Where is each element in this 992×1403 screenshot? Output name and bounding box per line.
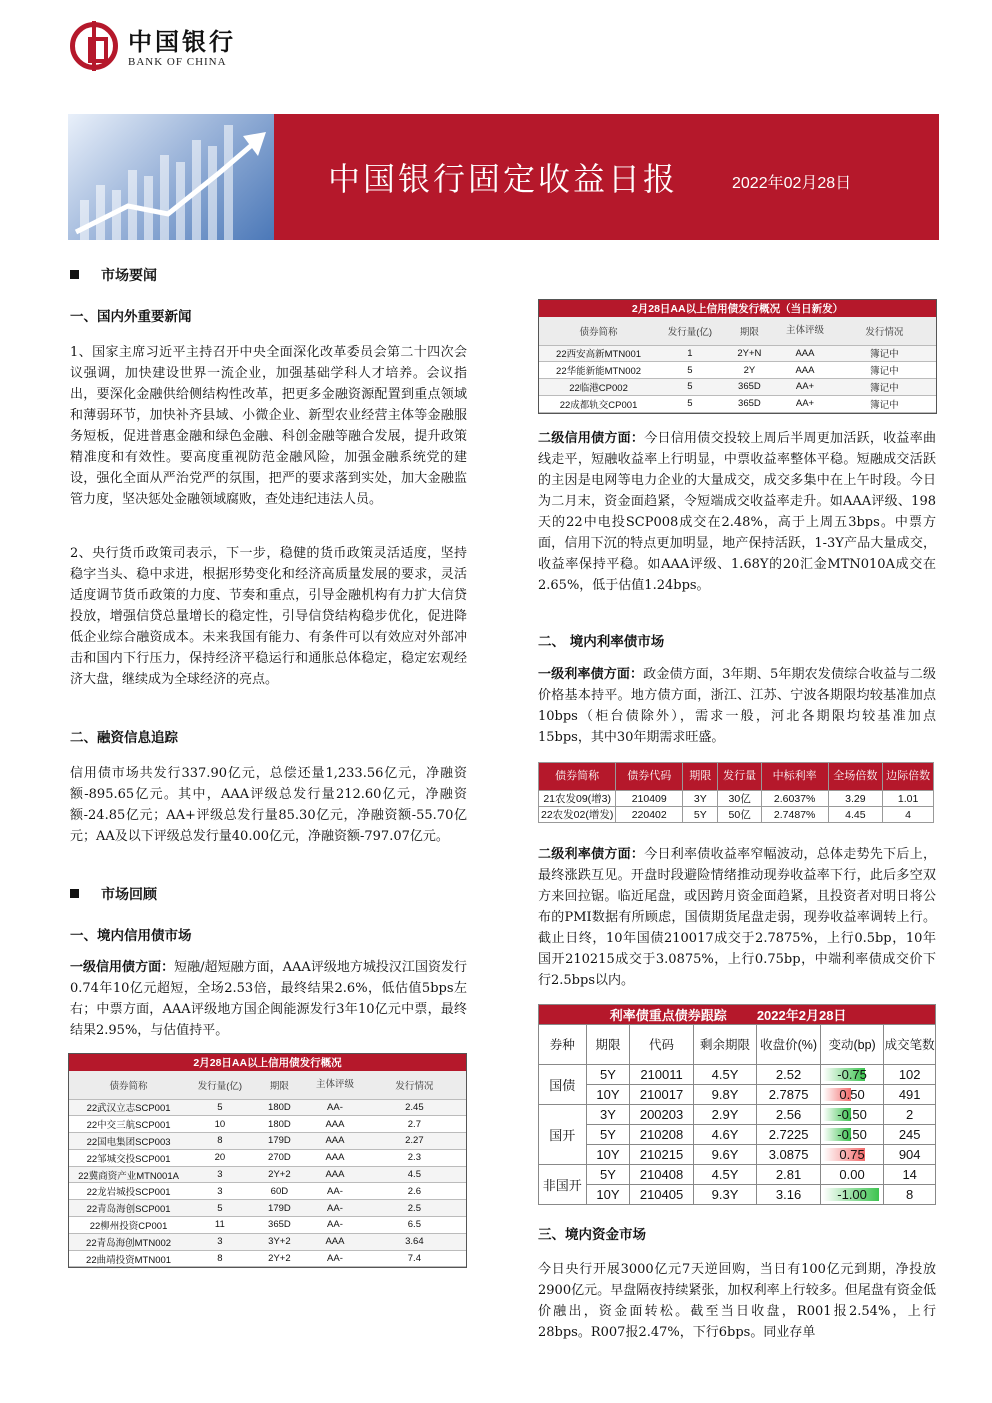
table-row xyxy=(539,1065,936,1085)
news-item-1: 1、国家主席习近平主持召开中央全面深化改革委员会第二十四次会议强调，加快建设世界一流企业，加强基础学科人才培养。会议指出，要深化金融供给侧结构性改革，把更多金融资源配置到重点领域和薄弱环节，加快补齐县域、小微企业、新型农业经营主体等金融服务短板，促进普惠金融和绿色金融、科创金融等融合发展，提升政策精准度和有效性。要高度重视防范金融风险，加强金融系统党的建设，强化全面从严治党严的氛围，把严的要求落到实处，加大金融监管力度，坚决惩处金融领域腐败，查处违纪违法人员。 xyxy=(70,345,467,507)
table-cell: 8 xyxy=(188,1133,252,1150)
bp-change-cell: -0.50 xyxy=(820,1105,884,1125)
subsection-money-market: 三、境内资金市场 xyxy=(538,1227,646,1243)
table-row xyxy=(69,1166,466,1183)
news-item-2: 2、央行货币政策司表示，下一步，稳健的货币政策灵活适度，坚持稳字当头、稳中求进，根据形势变化和经济高质量发展的要求，灵活适度调节货币政策的力度、节奏和重点，引导金融机构有力扩大信贷投放，增强信贷总量增长的稳定性，引导信贷结构稳步优化，促进降低企业综合融资成本。未来我国有能力、有条件可以有效应对外部冲击和国内下行压力，保持经济平稳运行和通胀总体稳定，稳定宏观经济大盘，继续成为全球经济的亮点。 xyxy=(70,546,467,687)
table-row xyxy=(69,1116,466,1133)
table-cell: AA+ xyxy=(777,395,833,412)
table-cell: 2.9Y xyxy=(693,1105,757,1125)
table-cell: 60D xyxy=(252,1183,308,1200)
table-cell: 2.45 xyxy=(363,1099,466,1116)
table-cell: 179D xyxy=(252,1200,308,1217)
table-cell: 3.29 xyxy=(828,791,883,807)
table-cell: 3.16 xyxy=(757,1185,821,1205)
table-cell: 8 xyxy=(188,1250,252,1267)
table-cell: 22青岛海创MTN002 xyxy=(69,1233,188,1250)
report-title: 中国银行固定收益日报 xyxy=(328,160,679,198)
table-cell: 210215 xyxy=(630,1145,694,1165)
table-cell: 7.4 xyxy=(363,1250,466,1267)
table-cell: 365D xyxy=(722,379,778,396)
table-cell: 220402 xyxy=(616,807,683,823)
table-caption: 2月28日AA以上信用债发行概况（当日新发） xyxy=(539,300,936,317)
table-cell: AA- xyxy=(307,1183,363,1200)
table-cell: 3Y+2 xyxy=(252,1233,308,1250)
table-cell: 5 xyxy=(658,362,722,379)
bond-type-cell: 国债 xyxy=(539,1065,587,1105)
table-caption-date: 2022年2月28日 xyxy=(757,1005,936,1025)
table-row xyxy=(539,807,934,823)
primary-rate-text: 一级利率债方面：政金债方面，3年期、5年期农发债综合收益与二级价格基本持平。地方债方面，浙江、江苏、宁波各期限均较基准加点10bps（柜台债除外），需求一般，河北各期限均较基准加点15bps，其中30年期需求旺盛。 xyxy=(538,667,936,745)
bond-type-cell: 国开 xyxy=(539,1105,587,1165)
table-cell: 365D xyxy=(722,395,778,412)
bp-change-cell: -0.75 xyxy=(820,1065,884,1085)
table-row xyxy=(69,1099,466,1116)
table-cell: 3.0875 xyxy=(757,1145,821,1165)
table-cell: 200203 xyxy=(630,1105,694,1125)
bond-type-cell: 非国开 xyxy=(539,1165,587,1205)
secondary-rate-label: 二级利率债方面： xyxy=(538,847,645,862)
table-cell: AAA xyxy=(777,345,833,362)
table-cell: AAA xyxy=(307,1233,363,1250)
table-cell: 14 xyxy=(884,1165,936,1185)
table-cell: 2.81 xyxy=(757,1165,821,1185)
table-row xyxy=(69,1217,466,1234)
credit-issue-table xyxy=(68,1053,467,1268)
table-cell: 簿记中 xyxy=(833,362,936,379)
table-cell: 2.27 xyxy=(363,1133,466,1150)
subsection-financing: 二、融资信息追踪 xyxy=(70,730,178,746)
table-row xyxy=(539,1165,936,1185)
table-cell: 2Y+2 xyxy=(252,1166,308,1183)
secondary-rate-text: 二级利率债方面：今日利率债收益率窄幅波动，总体走势先下后上，最终涨跌互见。开盘时段避险情绪推动现券收益率下行，此后多空双方来回拉锯。临近尾盘，或因跨月资金面趋紧，且投资者对明日将公布的PMI数据有所顾虑，国债期货尾盘走弱，现券收益率调转上行。截止日终，10年国债210017成交于2.7875%，上行0.5bp，10年国开210215成交于3.0875%，上行0.75bp，中端利率债成交价下行2.5bps以内。 xyxy=(538,847,936,988)
table-row xyxy=(69,1149,466,1166)
table-row xyxy=(539,1085,936,1105)
table-cell: 2Y xyxy=(722,362,778,379)
table-cell: 210017 xyxy=(630,1085,694,1105)
table-cell: 22龙岩城投SCP001 xyxy=(69,1183,188,1200)
table-cell: 5 xyxy=(658,379,722,396)
table-header-row: 债券简称 债券代码 期限 发行量 中标利率 全场倍数 边际倍数 xyxy=(539,763,934,791)
table-cell: 4.5Y xyxy=(693,1165,757,1185)
table-cell: 22成都轨交CP001 xyxy=(539,395,658,412)
table-cell: 179D xyxy=(252,1133,308,1150)
table-cell: 3 xyxy=(188,1233,252,1250)
table-cell: 2.7225 xyxy=(757,1125,821,1145)
table-row xyxy=(69,1250,466,1267)
table-cell: 210208 xyxy=(630,1125,694,1145)
bullet-square-icon xyxy=(70,270,79,279)
table-cell: 10 xyxy=(188,1116,252,1133)
rate-bond-tracking-table xyxy=(538,1004,936,1205)
table-caption: 利率债重点债券跟踪 xyxy=(539,1005,757,1025)
table-cell: 2.3 xyxy=(363,1149,466,1166)
table-cell: 2.52 xyxy=(757,1065,821,1085)
table-cell: 2Y+N xyxy=(722,345,778,362)
table-cell: 270D xyxy=(252,1149,308,1166)
table-cell: 3Y xyxy=(586,1105,630,1125)
table-cell: AA- xyxy=(307,1099,363,1116)
table-cell: AA+ xyxy=(777,379,833,396)
primary-rate-label: 一级利率债方面： xyxy=(538,667,644,682)
table-cell: 2.7487% xyxy=(761,807,828,823)
table-cell: AAA xyxy=(777,362,833,379)
table-cell: 9.6Y xyxy=(693,1145,757,1165)
table-cell: 10Y xyxy=(586,1085,630,1105)
table-cell: 5 xyxy=(658,395,722,412)
primary-credit-label: 一级信用债方面： xyxy=(70,960,175,975)
table-cell: 22农发02(增发) xyxy=(539,807,616,823)
table-cell: 4.6Y xyxy=(693,1125,757,1145)
subsection-news: 一、国内外重要新闻 xyxy=(70,309,192,325)
table-cell: 4 xyxy=(883,807,934,823)
credit-new-issue-table xyxy=(538,299,937,414)
rate-issue-table xyxy=(538,762,934,823)
table-row xyxy=(539,379,936,396)
subsection-credit-market: 一、境内信用债市场 xyxy=(70,928,192,944)
table-cell: 5 xyxy=(188,1099,252,1116)
table-cell: 3 xyxy=(188,1183,252,1200)
title-banner xyxy=(68,114,939,240)
primary-credit-text: 一级信用债方面：短融/超短融方面，AAA评级地方城投汉江国资发行0.74年10亿元超短，全场2.53倍，最终结果2.6%，低估值5bps左右；中票方面，AAA评级地方国企闽能源发行3年10亿元中票，最终结果2.95%，与估值持平。 xyxy=(70,960,467,1038)
table-cell: 2.6 xyxy=(363,1183,466,1200)
table-cell: 11 xyxy=(188,1217,252,1234)
table-cell: 22武汉立志SCP001 xyxy=(69,1099,188,1116)
bullet-square-icon xyxy=(70,889,79,898)
bp-change-cell: -1.00 xyxy=(820,1185,884,1205)
table-cell: 22临港CP002 xyxy=(539,379,658,396)
table-cell: 3.64 xyxy=(363,1233,466,1250)
table-cell: 2.7875 xyxy=(757,1085,821,1105)
table-cell: 210011 xyxy=(630,1065,694,1085)
table-row xyxy=(69,1233,466,1250)
table-cell: 2.7 xyxy=(363,1116,466,1133)
table-cell: 22华能新能MTN002 xyxy=(539,362,658,379)
table-cell: 9.8Y xyxy=(693,1085,757,1105)
table-cell: 8 xyxy=(884,1185,936,1205)
table-cell: 5Y xyxy=(586,1065,630,1085)
table-cell: 20 xyxy=(188,1149,252,1166)
table-cell: 4.5Y xyxy=(693,1065,757,1085)
table-cell: AA- xyxy=(307,1200,363,1217)
bank-name-en: BANK OF CHINA xyxy=(128,56,227,68)
table-cell: 10Y xyxy=(586,1185,630,1205)
table-row xyxy=(539,395,936,412)
table-header-row: 债券简称 发行量(亿) 期限 主体评级 发行情况 xyxy=(69,1071,466,1099)
table-cell: 2.5 xyxy=(363,1200,466,1217)
table-cell: 210409 xyxy=(616,791,683,807)
table-cell: 10Y xyxy=(586,1145,630,1165)
table-cell: AAA xyxy=(307,1149,363,1166)
table-cell: 22中交三航SCP001 xyxy=(69,1116,188,1133)
subsection-rate-market: 二、 境内利率债市场 xyxy=(538,634,665,650)
table-caption: 2月28日AA以上信用债发行概况 xyxy=(69,1054,466,1071)
bp-change-cell: 0.00 xyxy=(820,1165,884,1185)
table-cell: 1.01 xyxy=(883,791,934,807)
table-cell: 簿记中 xyxy=(833,379,936,396)
table-cell: 4.5 xyxy=(363,1166,466,1183)
table-cell: 9.3Y xyxy=(693,1185,757,1205)
bank-logo xyxy=(70,22,270,72)
table-cell: 245 xyxy=(884,1125,936,1145)
table-cell: 904 xyxy=(884,1145,936,1165)
bp-change-cell: -0.50 xyxy=(820,1125,884,1145)
section-market-review: 市场回顾 xyxy=(70,884,157,904)
table-cell: 22青岛海创SCP001 xyxy=(69,1200,188,1217)
table-row xyxy=(539,791,934,807)
table-cell: 3 xyxy=(188,1166,252,1183)
table-cell: 180D xyxy=(252,1099,308,1116)
table-cell: 2.6037% xyxy=(761,791,828,807)
table-cell: 50亿 xyxy=(718,807,761,823)
table-cell: 3Y xyxy=(683,791,718,807)
table-cell: 21农发09(增3) xyxy=(539,791,616,807)
table-row xyxy=(539,1105,936,1125)
table-header-row: 券种 期限 代码 剩余期限 收盘价(%) 变动(bp) 成交笔数 xyxy=(539,1025,936,1065)
table-cell: 210405 xyxy=(630,1185,694,1205)
financing-text: 信用债市场共发行337.90亿元，总偿还量1,233.56亿元，净融资额-895.65亿元。其中，AAA评级总发行量212.60亿元，净融资额-24.85亿元；AA+评级总发行量85.30亿元，净融资额-55.70亿元；AA及以下评级总发行量40.00亿元，净融资额-797.07亿元。 xyxy=(70,766,467,844)
section-market-news: 市场要闻 xyxy=(70,265,157,285)
bp-change-cell: 0.75 xyxy=(820,1145,884,1165)
table-cell: 簿记中 xyxy=(833,395,936,412)
report-date: 2022年02月28日 xyxy=(732,175,852,192)
table-cell: 5 xyxy=(188,1200,252,1217)
table-cell: 22冀商资产业MTN001A xyxy=(69,1166,188,1183)
table-row xyxy=(539,1125,936,1145)
secondary-credit-text: 二级信用债方面：今日信用债交投较上周后半周更加活跃，收益率曲线走平，短融收益率上行明显，中票收益率整体平稳。短融成交活跃的主因是电网等电力企业的大量成交，成交多集中在上午时段。今日为二月末，资金面趋紧，令短端成交收益率走升。如AAA评级、198天的22中电投SCP008成交在2.48%，高于上周五3bps。中票方面，信用下沉的特点更加明显，地产保持活跃，1-3Y产品大量成交，收益率保持平稳。如AAA评级、1.68Y的20汇金MTN010A成交在2.65%，低于估值1.24bps。 xyxy=(538,431,936,593)
table-row xyxy=(539,1185,936,1205)
table-cell: 365D xyxy=(252,1217,308,1234)
table-caption-row xyxy=(539,1005,936,1025)
table-cell: 2 xyxy=(884,1105,936,1125)
table-cell: 2.56 xyxy=(757,1105,821,1125)
table-header-row: 债券简称 发行量(亿) 期限 主体评级 发行情况 xyxy=(539,317,936,345)
bank-name-cn: 中国银行 xyxy=(128,27,236,56)
secondary-credit-label: 二级信用债方面： xyxy=(538,431,645,446)
table-cell: AA- xyxy=(307,1217,363,1234)
table-cell: 5Y xyxy=(586,1125,630,1145)
table-cell: 22曲靖投资MTN001 xyxy=(69,1250,188,1267)
table-row xyxy=(539,1145,936,1165)
table-cell: 491 xyxy=(884,1085,936,1105)
table-cell: 5Y xyxy=(683,807,718,823)
table-row xyxy=(539,345,936,362)
table-cell: AAA xyxy=(307,1166,363,1183)
bank-logo-icon xyxy=(70,22,118,70)
table-cell: 22柳州投资CP001 xyxy=(69,1217,188,1234)
table-cell: 5Y xyxy=(586,1165,630,1185)
table-cell: 6.5 xyxy=(363,1217,466,1234)
bp-change-cell: 0.50 xyxy=(820,1085,884,1105)
table-cell: AA- xyxy=(307,1250,363,1267)
table-row xyxy=(69,1133,466,1150)
table-cell: 210408 xyxy=(630,1165,694,1185)
table-row xyxy=(69,1200,466,1217)
table-cell: AAA xyxy=(307,1116,363,1133)
table-cell: 102 xyxy=(884,1065,936,1085)
growth-chart-image xyxy=(68,114,274,240)
table-row xyxy=(539,362,936,379)
table-row xyxy=(69,1183,466,1200)
arrow-up-icon xyxy=(68,114,274,240)
table-cell: 簿记中 xyxy=(833,345,936,362)
table-cell: 30亿 xyxy=(718,791,761,807)
table-cell: 2Y+2 xyxy=(252,1250,308,1267)
table-cell: 1 xyxy=(658,345,722,362)
money-market-text: 今日央行开展3000亿元7天逆回购，当日有100亿元到期，净投放2900亿元。早盘隔夜持续紧张，加权利率上行较多。但尾盘有资金低价融出，资金面转松。截至当日收盘，R001报2.54%，上行28bps。R007报2.47%，下行6bps。同业存单 xyxy=(538,1262,936,1340)
table-cell: 180D xyxy=(252,1116,308,1133)
table-cell: AAA xyxy=(307,1133,363,1150)
table-cell: 22邹城交投SCP001 xyxy=(69,1149,188,1166)
table-cell: 4.45 xyxy=(828,807,883,823)
table-cell: 22国电集团SCP003 xyxy=(69,1133,188,1150)
table-cell: 22西安高新MTN001 xyxy=(539,345,658,362)
